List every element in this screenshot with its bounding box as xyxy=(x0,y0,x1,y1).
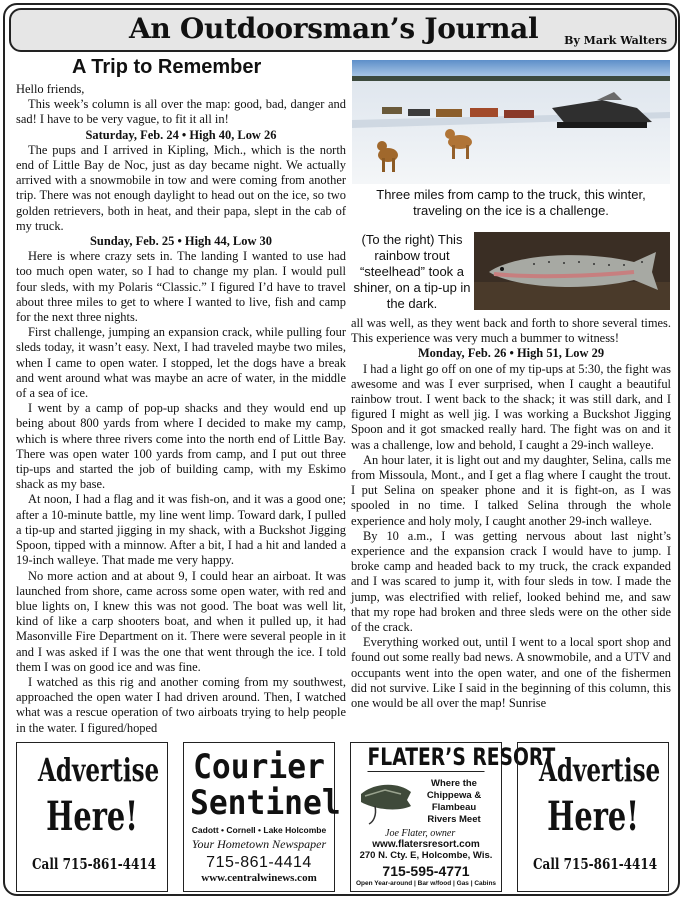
muskie-fish-icon xyxy=(355,776,415,824)
courier-url: www.centralwinews.com xyxy=(201,872,317,884)
courier-phone: 715-861-4414 xyxy=(206,854,312,871)
story-title: A Trip to Remember xyxy=(72,56,262,78)
flaters-title: FLATER’S RESORT xyxy=(367,743,556,771)
ad-headline: Advertise xyxy=(539,751,661,789)
paragraph: First challenge, jumping an expansion crack, while pulling four sleds today, it wasn’t easy. Next, I had traveled maybe two miles, when I came to open water. I stopped, let the dogs have a break and went around what was maybe an acre of water, in the middle of a sea of ice. xyxy=(16,325,346,401)
flaters-footer: Open Year-around | Bar w/food | Gas | Cabins xyxy=(355,880,497,887)
paragraph: I went by a camp of pop-up shacks and they would end up being about 800 yards from where I decided to make my camp, which is where three rivers come into the north end of Little Bay. There was open water 100 yards from camp, and I put out three tip-ups and started the job of building camp, with my Eskimo shack as my base. xyxy=(16,401,346,492)
flaters-resort-ad[interactable] xyxy=(350,742,556,892)
photo-caption-1: Three miles from camp to the truck, this winter, traveling on the ice is a challenge. xyxy=(376,187,646,218)
ad-phone: Call 715-861-4414 xyxy=(32,855,157,873)
article-column-2 xyxy=(351,316,671,736)
column-title: An Outdoorsman’s Journal xyxy=(129,12,539,45)
ad-phone: Call 715-861-4414 xyxy=(533,855,658,873)
flaters-owner: Joe Flater, owner xyxy=(385,828,456,839)
paragraph: Everything worked out, until I went to a local sport shop and found out some really bad news. A snowmobile, and a UTV and occupants went into the open water, and one of the fishermen did not survive. Like I said in the beginning of this column, this one would be all over the map! Sunrise xyxy=(351,635,671,711)
paragraph: Here is where crazy sets in. The landing I wanted to use had too much open water, so I had to change my plan. I would pull four sleds, with my Polaris “Classic.” I figured I’d have to travel about three miles to get to where I wanted to live, fish and camp for the next three nights. xyxy=(16,249,346,325)
ad-headline: Advertise xyxy=(37,751,160,789)
flaters-phone: 715-595-4771 xyxy=(382,863,470,879)
dateline-heading: Monday, Feb. 26 • High 51, Low 29 xyxy=(417,346,605,361)
courier-tagline: Your Hometown Newspaper xyxy=(191,837,327,851)
paragraph: No more action and at about 9, I could hear an airboat. It was launched from shore, came across some open water, with red and blue lights on, I knew this was not good. The boat was well lit, kind of like a carp shooters boat, and when it pulled up, it had Masonville Fire Department on it. There were several people in it and I was asked if I was the one that went through the ice. I told them I was on good ice and was fine. xyxy=(16,568,346,674)
ad-headline-2: Here! xyxy=(547,793,639,840)
header-banner xyxy=(9,8,677,52)
photo-rainbow-trout xyxy=(474,232,670,310)
courier-logo-line1: Courier xyxy=(193,747,325,787)
paragraph: The pups and I arrived in Kipling, Mich., which is the north end of Little Bay de Noc, just as day became night. We actually arrived with a snowmobile in tow and were coming from another trip. There was not enough daylight to head out on the ice, so two golden retrievers, both in heat, and their papa, slept in the cab of my truck. xyxy=(16,142,346,233)
courier-logo-line2: Sentinel xyxy=(190,783,341,823)
paragraph: I watched as this rig and another coming from my southwest, approached the open water I had driven around. Then, I watched what was a rescue operation of two airboats trying to help people in the water. I figured/hoped xyxy=(16,674,346,735)
paragraph: This week’s column is all over the map: good, bad, danger and sad! I have to be very vague, to fit it all in! xyxy=(16,97,346,127)
dateline-heading: Saturday, Feb. 24 • High 40, Low 26 xyxy=(85,127,277,142)
photo-snowmobile-on-ice xyxy=(352,60,670,184)
advertise-here-ad-right[interactable] xyxy=(517,742,669,892)
byline: By Mark Walters xyxy=(564,34,667,47)
paragraph: Hello friends, xyxy=(16,82,85,96)
flaters-address: 270 N. Cty. E, Holcombe, Wis. xyxy=(359,850,493,861)
courier-sentinel-ad[interactable] xyxy=(183,742,341,892)
article-column-1 xyxy=(16,82,346,735)
paragraph: An hour later, it is light out and my daughter, Selina, calls me from Missoula, Mont., and I get a flag where I caught the trout. I put Selina on speaker phone and it is fight-on, as I was spooled in no time. I talked Selina through the whole experience and holy moly, I caught another 29-inch walleye. xyxy=(351,452,671,528)
flaters-sub2: Chippewa & Flambeau xyxy=(426,790,482,813)
ad-headline-2: Here! xyxy=(46,793,138,840)
photo-caption-2: (To the right) This rainbow trout “steelhead” took a shiner, on a tip-up in the dark. xyxy=(353,232,471,311)
paragraph: By 10 a.m., I was getting nervous about last night’s experience and the expansion crack I would have to jump. I broke camp and headed back to my truck, the crack expanded and I was scared to jump it, with four sleds in tow. I made the jump, was electrified with relief, looked behind me, and saw that my rope had broken and three sleds were on the other side of the crack. xyxy=(351,528,671,635)
flaters-sub3: Rivers Meet xyxy=(427,814,481,825)
paragraph: all was well, as they went back and forth to shore several times. This experience was very much a bummer to witness! xyxy=(351,316,671,346)
advertise-here-ad-left[interactable] xyxy=(16,742,168,892)
flaters-sub1: Where the xyxy=(431,778,477,789)
dateline-heading: Sunday, Feb. 25 • High 44, Low 30 xyxy=(90,234,272,249)
paragraph: At noon, I had a flag and it was fish-on, and it was a good one; after a 10-minute battle, my line went limp. Toward dark, I pulled a tip-up and started jigging in my shack, with a Buckshot Jigging Spoon, tipped with a minnow. After a bit, I had a hit and landed a 19-inch walleye. That made me very happy. xyxy=(16,492,346,568)
flaters-url: www.flatersresort.com xyxy=(372,839,480,850)
courier-towns: Cadott • Cornell • Lake Holcombe xyxy=(191,825,327,835)
paragraph: I had a light go off on one of my tip-ups at 5:30, the fight was awesome and was I ever surprised, when I caught a beautiful rainbow trout. I went back to the shack; it was still dark, and I figured I might as well jig. I was working a Buckshot Jigging Spoon and it got smacked really hard. The fight was on and it was a challenge, low and behold, I caught a 29-inch walleye. xyxy=(351,361,671,452)
